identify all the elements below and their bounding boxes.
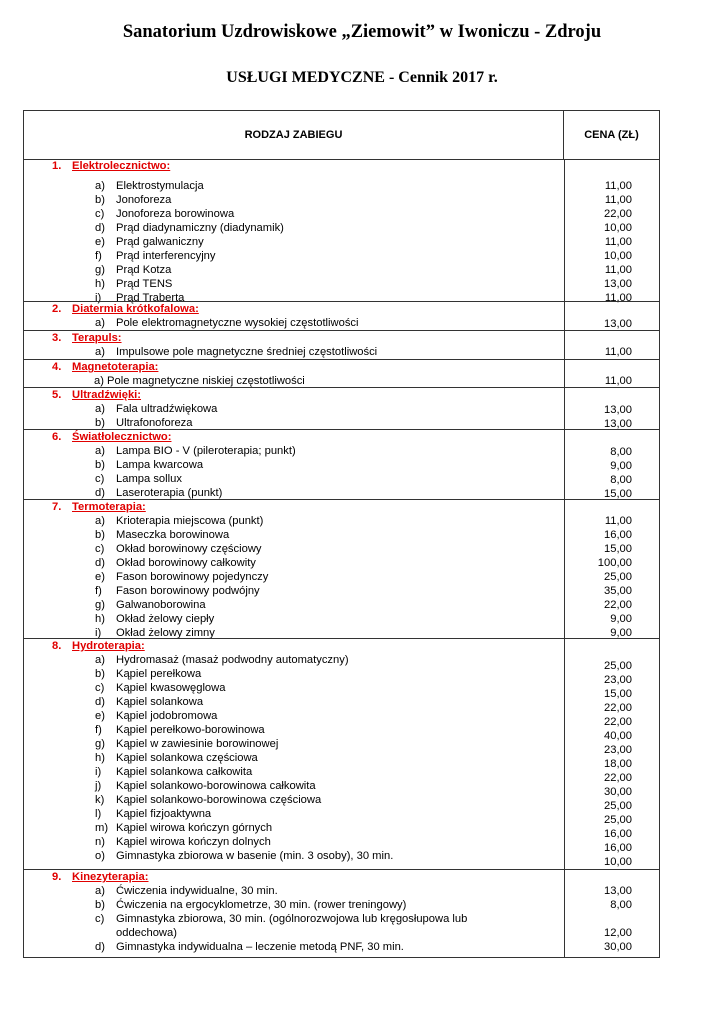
item-letter: e)	[95, 710, 105, 722]
item-name: Fala ultradźwiękowa	[116, 403, 218, 415]
section-title: Diatermia krótkofalowa:	[72, 303, 199, 315]
section-title: Terapuls:	[72, 332, 122, 344]
section-8	[24, 638, 659, 869]
item-letter: c)	[95, 913, 105, 925]
item-price: 13,00	[604, 278, 632, 290]
item-letter: h)	[95, 278, 105, 290]
item-price: 15,00	[604, 543, 632, 555]
table-row	[24, 444, 659, 458]
table-row	[24, 709, 659, 723]
section-number: 2.	[52, 303, 62, 315]
item-price: 22,00	[604, 208, 632, 220]
item-letter: a)	[95, 180, 105, 192]
section-number: 7.	[52, 501, 62, 513]
table-row	[24, 402, 659, 416]
item-price: 9,00	[610, 460, 632, 472]
item-name: Krioterapia miejscowa (punkt)	[116, 515, 264, 527]
table-row	[24, 612, 659, 626]
item-price: 10,00	[604, 222, 632, 234]
item-letter: f)	[95, 724, 102, 736]
item-letter: c)	[95, 543, 105, 555]
item-price: 23,00	[604, 744, 632, 756]
section-title: Ultradźwięki:	[72, 389, 142, 401]
item-letter: a)	[95, 885, 105, 897]
table-row	[24, 765, 659, 779]
item-name: Kąpiel perełkowo-borowinowa	[116, 724, 265, 736]
item-price: 13,00	[604, 885, 632, 897]
table-row	[24, 667, 659, 681]
item-price: 16,00	[604, 842, 632, 854]
item-price: 11,00	[604, 515, 632, 527]
item-letter: i)	[95, 292, 102, 304]
section-7	[24, 499, 659, 638]
table-row	[24, 940, 659, 954]
item-price: 11,00	[604, 180, 632, 192]
section-4	[24, 359, 659, 387]
item-letter: b)	[95, 899, 105, 911]
item-name: Kąpiel solankowa	[116, 696, 204, 708]
item-letter: d)	[95, 557, 105, 569]
table-row	[24, 821, 659, 835]
section-number: 4.	[52, 361, 62, 373]
item-name: Kąpiel jodobromowa	[116, 710, 218, 722]
item-name: Prąd Kotza	[116, 264, 172, 276]
item-price: 22,00	[604, 599, 632, 611]
table-row	[24, 345, 659, 359]
item-price: 16,00	[604, 529, 632, 541]
item-letter: a)	[95, 403, 105, 415]
item-name: Kąpiel solankowo-borowinowa częściowa	[116, 794, 322, 806]
item-letter: f)	[95, 250, 102, 262]
item-price: 25,00	[604, 660, 632, 672]
section-number: 5.	[52, 389, 62, 401]
item-name: Gimnastyka indywidualna – leczenie metodą PNF, 30 min.	[116, 941, 404, 953]
item-name: Lampa BIO - V (pileroterapia; punkt)	[116, 445, 296, 457]
table-row-continuation	[24, 926, 659, 940]
item-name: Prąd interferencyjny	[116, 250, 216, 262]
item-name: Laseroterapia (punkt)	[116, 487, 223, 499]
item-letter: e)	[95, 236, 105, 248]
table-row	[24, 207, 659, 221]
table-row	[24, 723, 659, 737]
item-name: Pole elektromagnetyczne wysokiej częstotliwości	[116, 317, 359, 329]
item-price: 23,00	[604, 674, 632, 686]
item-name: Kąpiel kwasowęglowa	[116, 682, 226, 694]
document-subtitle: USŁUGI MEDYCZNE - Cennik 2017 r.	[226, 69, 498, 86]
item-letter: i)	[95, 766, 102, 778]
item-price: 25,00	[604, 571, 632, 583]
table-row	[24, 514, 659, 528]
item-price: 22,00	[604, 716, 632, 728]
item-price: 11,00	[604, 264, 632, 276]
table-row	[24, 751, 659, 765]
item-price: 40,00	[604, 730, 632, 742]
section-number: 6.	[52, 431, 62, 443]
item-price: 30,00	[604, 786, 632, 798]
item-letter: m)	[95, 822, 109, 834]
item-name: Galwanoborowina	[116, 599, 206, 611]
item-name: Jonoforeza borowinowa	[116, 208, 235, 220]
item-price: 13,00	[604, 404, 632, 416]
item-name: Kąpiel wirowa kończyn dolnych	[116, 836, 271, 848]
table-row	[24, 179, 659, 193]
item-price: 25,00	[604, 800, 632, 812]
table-row	[24, 835, 659, 849]
item-price: 12,00	[604, 927, 632, 939]
item-price: 11,00	[604, 346, 632, 358]
table-row	[24, 912, 659, 926]
table-row	[24, 316, 659, 330]
table-row	[24, 884, 659, 898]
item-price: 13,00	[604, 418, 632, 430]
item-letter: c)	[95, 473, 105, 485]
document-title: Sanatorium Uzdrowiskowe „Ziemowit” w Iwoniczu - Zdroju	[122, 22, 602, 42]
item-letter: l)	[95, 808, 102, 820]
item-name: Okład żelowy ciepły	[116, 613, 215, 625]
item-name: Ultrafonoforeza	[116, 417, 193, 429]
item-name: Kąpiel wirowa kończyn górnych	[116, 822, 273, 834]
table-row	[24, 486, 659, 500]
item-name: Fason borowinowy podwójny	[116, 585, 260, 597]
item-price: 8,00	[610, 899, 632, 911]
table-row	[24, 416, 659, 430]
item-name: Lampa sollux	[116, 473, 182, 485]
item-name: Hydromasaż (masaż podwodny automatyczny)	[116, 654, 349, 666]
section-1	[24, 159, 659, 304]
section-9	[24, 869, 659, 959]
table-row	[24, 598, 659, 612]
table-row	[24, 542, 659, 556]
item-letter: k)	[95, 794, 105, 806]
section-2	[24, 301, 659, 330]
item-name: Impulsowe pole magnetyczne średniej częstotliwości	[116, 346, 378, 358]
item-letter: b)	[95, 668, 105, 680]
item-name: Elektrostymulacja	[116, 180, 204, 192]
item-letter: b)	[95, 529, 105, 541]
table-row	[24, 793, 659, 807]
item-price: 8,00	[610, 446, 632, 458]
table-row	[24, 681, 659, 695]
item-price: 11,00	[604, 292, 632, 304]
item-price: 8,00	[610, 474, 632, 486]
table-row	[24, 277, 659, 291]
item-name: Ćwiczenia na ergocyklometrze, 30 min. (rower treningowy)	[116, 899, 407, 911]
item-name: Lampa kwarcowa	[116, 459, 204, 471]
item-price: 11,00	[604, 236, 632, 248]
item-name: Okład borowinowy całkowity	[116, 557, 256, 569]
item-letter: i)	[95, 627, 102, 639]
item-letter: c)	[95, 682, 105, 694]
column-header-procedure: RODZAJ ZABIEGU	[24, 111, 564, 159]
item-letter: c)	[95, 208, 105, 220]
section-title: Kinezyterapia:	[72, 871, 149, 883]
item-name: Prąd galwaniczny	[116, 236, 204, 248]
table-row	[24, 898, 659, 912]
section-number: 3.	[52, 332, 62, 344]
item-letter: d)	[95, 941, 105, 953]
item-price: 9,00	[610, 627, 632, 639]
table-row	[24, 374, 659, 388]
section-title: Hydroterapia:	[72, 640, 145, 652]
table-row	[24, 695, 659, 709]
item-letter: a)	[95, 515, 105, 527]
item-letter: b)	[95, 459, 105, 471]
item-letter: d)	[95, 696, 105, 708]
item-price: 35,00	[604, 585, 632, 597]
item-price: 9,00	[610, 613, 632, 625]
section-title: Termoterapia:	[72, 501, 146, 513]
section-title: Elektrolecznictwo:	[72, 160, 171, 172]
item-letter: f)	[95, 585, 102, 597]
section-3	[24, 330, 659, 359]
item-letter: b)	[95, 194, 105, 206]
item-name: Okład borowinowy częściowy	[116, 543, 262, 555]
item-price: 30,00	[604, 941, 632, 953]
item-price: 15,00	[604, 488, 632, 500]
table-row	[24, 193, 659, 207]
item-name-continued: oddechowa)	[116, 927, 177, 939]
item-price: 22,00	[604, 772, 632, 784]
item-price: 16,00	[604, 828, 632, 840]
item-name: Kąpiel w zawiesinie borowinowej	[116, 738, 279, 750]
item-letter: g)	[95, 738, 105, 750]
table-row	[24, 458, 659, 472]
section-number: 1.	[52, 160, 62, 172]
price-table	[23, 110, 660, 958]
item-price: 10,00	[604, 250, 632, 262]
item-price: 25,00	[604, 814, 632, 826]
item-name: Jonoforeza	[116, 194, 172, 206]
table-row	[24, 221, 659, 235]
section-number: 9.	[52, 871, 62, 883]
item-price: 22,00	[604, 702, 632, 714]
table-header	[24, 111, 659, 160]
item-letter: e)	[95, 571, 105, 583]
item-price: 11,00	[604, 375, 632, 387]
item-name: Prąd Traberta	[116, 292, 185, 304]
table-row	[24, 849, 659, 863]
table-row	[24, 263, 659, 277]
item-price: 13,00	[604, 318, 632, 330]
column-header-price: CENA (ZŁ)	[584, 129, 639, 141]
table-row	[24, 653, 659, 667]
item-letter: g)	[95, 264, 105, 276]
table-row	[24, 584, 659, 598]
table-row	[24, 249, 659, 263]
item-letter: n)	[95, 836, 105, 848]
table-row	[24, 528, 659, 542]
item-name: Fason borowinowy pojedynczy	[116, 571, 269, 583]
section-title: Magnetoterapia:	[72, 361, 159, 373]
item-name: Prąd diadynamiczny (diadynamik)	[116, 222, 284, 234]
table-row	[24, 235, 659, 249]
item-letter: a)	[95, 654, 105, 666]
item-name: Okład żelowy zimny	[116, 627, 215, 639]
item-name: Kąpiel perełkowa	[116, 668, 202, 680]
item-letter: b)	[95, 417, 105, 429]
item-letter: h)	[95, 752, 105, 764]
item-price: 18,00	[604, 758, 632, 770]
item-letter: a)	[95, 317, 105, 329]
section-title: Światłolecznictwo:	[72, 431, 172, 443]
item-name: a) Pole magnetyczne niskiej częstotliwości	[94, 375, 305, 387]
item-name: Kąpiel solankowa całkowita	[116, 766, 253, 778]
item-name: Kąpiel fizjoaktywna	[116, 808, 212, 820]
item-letter: h)	[95, 613, 105, 625]
section-number: 8.	[52, 640, 62, 652]
item-letter: g)	[95, 599, 105, 611]
item-letter: j)	[95, 780, 102, 792]
item-name: Ćwiczenia indywidualne, 30 min.	[116, 885, 278, 897]
item-letter: d)	[95, 487, 105, 499]
section-6	[24, 429, 659, 499]
item-letter: o)	[95, 850, 105, 862]
item-letter: a)	[95, 346, 105, 358]
item-name: Prąd TENS	[116, 278, 173, 290]
item-letter: d)	[95, 222, 105, 234]
table-row	[24, 556, 659, 570]
item-price: 10,00	[604, 856, 632, 868]
item-price: 11,00	[604, 194, 632, 206]
item-name: Kąpiel solankowa częściowa	[116, 752, 258, 764]
table-row	[24, 807, 659, 821]
table-row	[24, 472, 659, 486]
section-5	[24, 387, 659, 429]
item-name: Kąpiel solankowo-borowinowa całkowita	[116, 780, 316, 792]
table-row	[24, 737, 659, 751]
table-row	[24, 570, 659, 584]
item-name: Gimnastyka zbiorowa w basenie (min. 3 osoby), 30 min.	[116, 850, 394, 862]
item-name: Gimnastyka zbiorowa, 30 min. (ogólnorozwojowa lub kręgosłupowa lub	[116, 913, 468, 925]
item-price: 15,00	[604, 688, 632, 700]
item-letter: a)	[95, 445, 105, 457]
item-name: Maseczka borowinowa	[116, 529, 230, 541]
item-price: 100,00	[597, 557, 632, 569]
table-row	[24, 779, 659, 793]
